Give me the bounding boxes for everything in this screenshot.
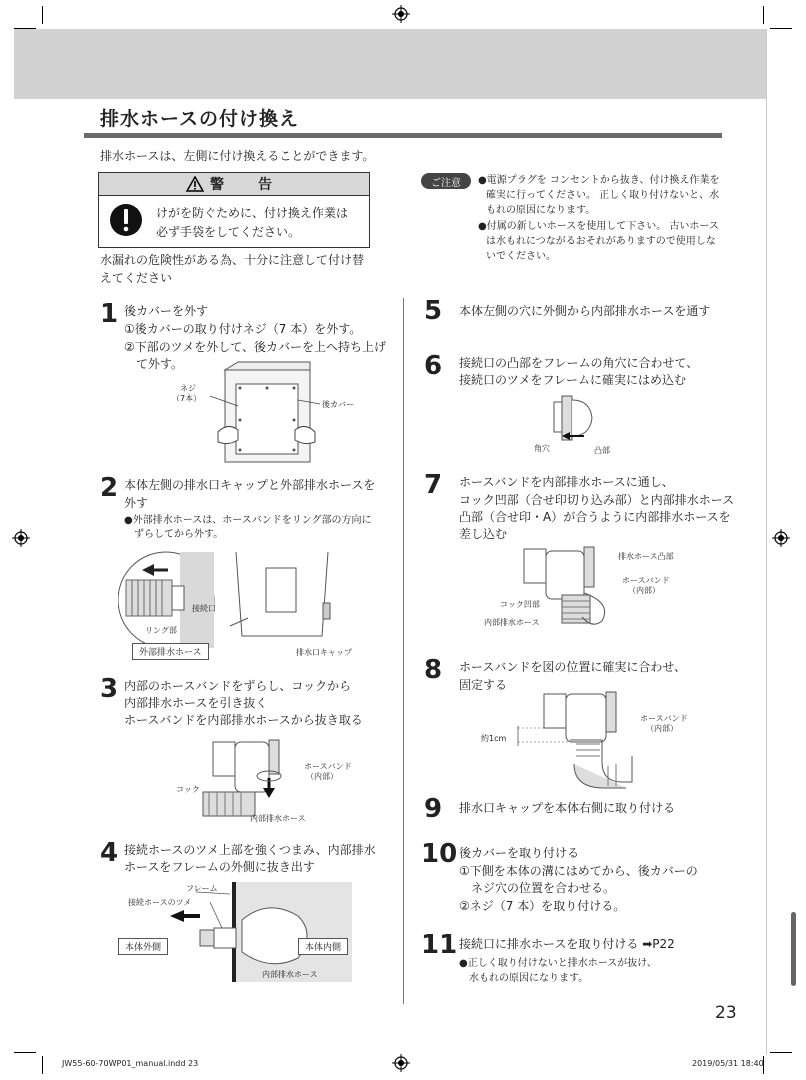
- fig-label: 角穴: [534, 444, 550, 453]
- step-text: ホースバンドを内部排水ホースから抜き取る: [124, 713, 363, 727]
- registration-mark-top: [392, 5, 410, 23]
- fig-label: ホースバンド: [622, 576, 670, 585]
- fig-label: 約1cm: [481, 734, 507, 743]
- trim-mark: [42, 1056, 43, 1074]
- registration-mark-right: [772, 529, 790, 547]
- step-text: 接続口のツメをフレームに確実にはめ込む: [459, 373, 687, 387]
- trim-mark: [770, 1052, 792, 1053]
- right-margin-line: [766, 29, 767, 1055]
- fig-label: 内部排水ホース: [250, 814, 306, 823]
- warning-triangle-icon: [186, 176, 204, 192]
- step-text: 内部排水ホースを引き抜く: [124, 696, 268, 710]
- step-text: 固定する: [459, 678, 508, 692]
- step-number: 8: [424, 655, 443, 685]
- step-number: 7: [424, 470, 443, 500]
- warning-box: [98, 172, 370, 248]
- warning-header: [99, 173, 369, 196]
- fig-label: コック凹部: [500, 600, 540, 609]
- step-number: 2: [100, 473, 119, 503]
- step-text: 後カバーを取り付ける: [459, 846, 580, 860]
- step-note: ずらしてから外す。: [134, 529, 224, 540]
- step-text: ①後カバーの取り付けネジ（7 本）を外す。: [124, 322, 362, 336]
- step-text: 排水口キャップを本体右側に取り付ける: [459, 801, 676, 815]
- warning-line: 必ず手袋をしてください。: [156, 225, 301, 239]
- step-text: て外す。: [136, 357, 184, 371]
- prohibition-icon: [109, 203, 143, 237]
- figure-pull-out-frame: [118, 880, 354, 984]
- caution-badge: ご注意: [421, 173, 471, 189]
- caution-text: もれの原因になります。: [486, 205, 596, 216]
- figure-remove-external-hose: [118, 548, 348, 658]
- fig-label: フレーム: [186, 884, 218, 893]
- fig-label: 排水ホース凸部: [618, 552, 674, 561]
- caution-text: は水もれにつながるおそれがありますので使用しな: [486, 236, 716, 247]
- step-text: ホースバンドを図の位置に確実に合わせ、: [459, 660, 687, 674]
- step-text: 外す: [124, 496, 149, 510]
- fig-label-box: 本体外側: [118, 938, 168, 955]
- fig-label: リング部: [145, 626, 177, 635]
- trim-mark: [770, 28, 792, 29]
- warning-line: けがを防ぐために、付け換え作業は: [156, 206, 349, 220]
- figure-band-position: [512, 690, 642, 790]
- warning-note: 水漏れの危険性がある為、十分に注意して付け替: [100, 253, 365, 267]
- intro-text: 排水ホースは、左側に付け換えることができます。: [100, 149, 375, 163]
- caution-text: ●付属の新しいホースを使用して下さい。 古いホース: [478, 221, 719, 232]
- registration-mark-bottom: [392, 1054, 410, 1072]
- fig-label: ネジ: [180, 384, 196, 393]
- fig-label: 接続口: [192, 604, 216, 613]
- caution-text: 確実に行ってください。 正しく取り付けないと、水: [486, 190, 720, 201]
- step-note: 水もれの原因になります。: [469, 973, 589, 984]
- fig-label: コック: [176, 785, 200, 794]
- fig-label-box: 本体内側: [298, 938, 348, 955]
- step-text: 差し込む: [459, 527, 508, 541]
- step-text: コック凹部（合せ印切り込み部）と内部排水ホース: [459, 493, 735, 507]
- fig-label: ホースバンド: [304, 762, 352, 771]
- step-text: 本体左側の穴に外側から内部排水ホースを通す: [459, 304, 711, 318]
- step-number: 11: [421, 930, 458, 960]
- step-text: 接続口の凸部をフレームの角穴に合わせて、: [459, 356, 699, 370]
- fig-label: 後カバー: [322, 400, 354, 409]
- step-text: ②下部のツメを外して、後カバーを上へ持ち上げ: [124, 340, 387, 354]
- step-number: 10: [421, 839, 458, 869]
- fig-label: （内部）: [646, 724, 678, 733]
- registration-mark-left: [12, 529, 30, 547]
- step-text: ホースをフレームの外側に抜き出す: [124, 860, 315, 874]
- step-number: 3: [100, 674, 119, 704]
- column-divider: [403, 298, 404, 1004]
- footer-filename: JW55-60-70WP01_manual.indd 23: [62, 1059, 199, 1068]
- fig-label: （内部）: [306, 772, 338, 781]
- title-rule: [84, 133, 722, 138]
- fig-label: ホースバンド: [640, 714, 688, 723]
- step-text: 内部のホースバンドをずらし、コックから: [124, 679, 352, 693]
- fig-label: 内部排水ホース: [484, 618, 540, 627]
- figure-connector-frame: [540, 392, 620, 448]
- step-number: 1: [100, 299, 119, 329]
- trim-mark: [42, 6, 43, 24]
- fig-label: 接続ホースのツメ: [128, 898, 192, 907]
- fig-label: 排水口キャップ: [296, 648, 352, 657]
- fig-label-box: 外部排水ホース: [132, 643, 209, 660]
- page-number: 23: [715, 1003, 737, 1023]
- step-text: 後カバーを外す: [124, 304, 209, 318]
- trim-mark: [763, 6, 764, 24]
- step-text: ②ネジ（7 本）を取り付ける。: [459, 899, 626, 913]
- caution-text: いでください。: [486, 251, 556, 262]
- footer-timestamp: 2019/05/31 18:40: [692, 1059, 764, 1068]
- warning-note: えてください: [100, 271, 173, 285]
- step-text: 凸部（合せ印・A）が合うように内部排水ホースを: [459, 510, 731, 524]
- step-note: ●正しく取り付けないと排水ホースが抜け、: [459, 958, 657, 969]
- step-note: ●外部排水ホースは、ホースバンドをリング部の方向に: [124, 515, 372, 526]
- step-number: 5: [424, 296, 443, 326]
- figure-pull-internal-hose: [195, 736, 305, 826]
- warning-heading: 警 告: [210, 177, 282, 193]
- trim-mark: [14, 1052, 36, 1053]
- fig-label: 凸部: [594, 446, 610, 455]
- caution-text: ●電源プラグを コンセントから抜き、付け換え作業を: [478, 175, 720, 186]
- step-text: ①下側を本体の溝にはめてから、後カバーの: [459, 864, 698, 878]
- page-title: 排水ホースの付け換え: [100, 108, 300, 130]
- fig-label: 内部排水ホース: [262, 970, 318, 979]
- step-text: ホースバンドを内部排水ホースに通し、: [459, 475, 674, 489]
- step-text: 接続口に排水ホースを取り付ける ➡P22: [459, 937, 675, 951]
- step-text: ネジ穴の位置を合わせる。: [471, 881, 616, 895]
- scrollbar-thumb[interactable]: [791, 912, 796, 986]
- step-number: 4: [100, 838, 119, 868]
- step-text: 本体左側の排水口キャップと外部排水ホースを: [124, 478, 376, 492]
- step-text: 接続ホースのツメ上部を強くつまみ、内部排水: [124, 843, 376, 857]
- header-band: [14, 29, 766, 99]
- step-number: 9: [424, 794, 443, 824]
- fig-label: （7本）: [172, 394, 202, 403]
- step-number: 6: [424, 351, 443, 381]
- fig-label: （内部）: [628, 586, 660, 595]
- figure-rear-cover: [170, 360, 360, 465]
